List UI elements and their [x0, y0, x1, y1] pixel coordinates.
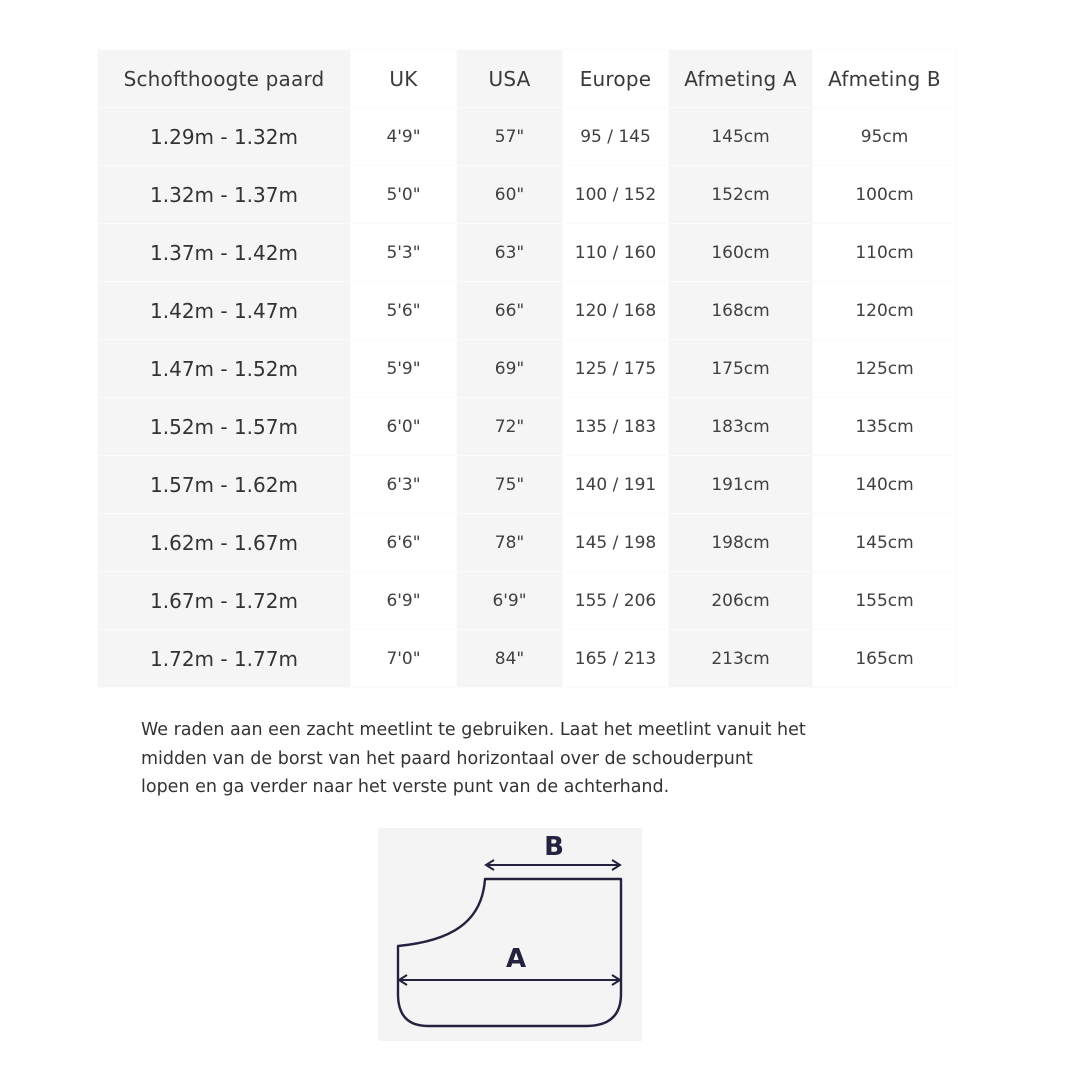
table-row	[98, 108, 957, 166]
table-row	[98, 340, 957, 398]
cell-usa: 72"	[457, 398, 563, 456]
cell-afmeting-a: 175cm	[669, 340, 813, 398]
cell-usa: 6'9"	[457, 572, 563, 630]
cell-height: 1.37m - 1.42m	[98, 224, 351, 282]
header-europe: Europe	[563, 50, 669, 108]
dimension-b-label: B	[544, 832, 564, 862]
cell-uk: 4'9"	[351, 108, 457, 166]
cell-afmeting-a: 145cm	[669, 108, 813, 166]
cell-afmeting-b: 145cm	[813, 514, 957, 572]
cell-height: 1.72m - 1.77m	[98, 630, 351, 688]
cell-height: 1.42m - 1.47m	[98, 282, 351, 340]
cell-usa: 75"	[457, 456, 563, 514]
dimension-a-arrow	[399, 975, 620, 985]
cell-afmeting-b: 140cm	[813, 456, 957, 514]
cell-usa: 66"	[457, 282, 563, 340]
table-row	[98, 224, 957, 282]
cell-height: 1.32m - 1.37m	[98, 166, 351, 224]
size-chart-table	[97, 49, 957, 688]
cell-uk: 6'0"	[351, 398, 457, 456]
cell-afmeting-a: 191cm	[669, 456, 813, 514]
rug-measurement-diagram	[378, 828, 642, 1041]
cell-uk: 5'3"	[351, 224, 457, 282]
cell-europe: 120 / 168	[563, 282, 669, 340]
table-row	[98, 282, 957, 340]
cell-afmeting-a: 152cm	[669, 166, 813, 224]
cell-europe: 140 / 191	[563, 456, 669, 514]
cell-europe: 155 / 206	[563, 572, 669, 630]
cell-afmeting-b: 135cm	[813, 398, 957, 456]
table-row	[98, 456, 957, 514]
rug-outline-svg	[378, 828, 642, 1041]
cell-uk: 5'6"	[351, 282, 457, 340]
cell-height: 1.29m - 1.32m	[98, 108, 351, 166]
cell-afmeting-a: 198cm	[669, 514, 813, 572]
cell-afmeting-b: 165cm	[813, 630, 957, 688]
measuring-instruction: We raden aan een zacht meetlint te gebruiken. Laat het meetlint vanuit het midden van de borst van het paard horizontaal over de schouderpunt lopen en ga verder naar het verste punt van de achterhand.	[141, 720, 806, 797]
cell-afmeting-a: 183cm	[669, 398, 813, 456]
header-schofthoogte: Schofthoogte paard	[98, 50, 351, 108]
table-row	[98, 572, 957, 630]
cell-uk: 6'9"	[351, 572, 457, 630]
cell-afmeting-b: 125cm	[813, 340, 957, 398]
cell-europe: 165 / 213	[563, 630, 669, 688]
cell-uk: 7'0"	[351, 630, 457, 688]
cell-height: 1.57m - 1.62m	[98, 456, 351, 514]
cell-afmeting-a: 213cm	[669, 630, 813, 688]
cell-europe: 95 / 145	[563, 108, 669, 166]
cell-height: 1.47m - 1.52m	[98, 340, 351, 398]
cell-europe: 145 / 198	[563, 514, 669, 572]
cell-usa: 63"	[457, 224, 563, 282]
table-row	[98, 514, 957, 572]
cell-afmeting-b: 95cm	[813, 108, 957, 166]
table-row	[98, 166, 957, 224]
cell-height: 1.52m - 1.57m	[98, 398, 351, 456]
cell-usa: 84"	[457, 630, 563, 688]
header-usa: USA	[457, 50, 563, 108]
cell-height: 1.62m - 1.67m	[98, 514, 351, 572]
table-row	[98, 630, 957, 688]
cell-afmeting-b: 100cm	[813, 166, 957, 224]
header-uk: UK	[351, 50, 457, 108]
dimension-a-label: A	[505, 944, 527, 974]
cell-afmeting-a: 160cm	[669, 224, 813, 282]
cell-europe: 100 / 152	[563, 166, 669, 224]
table-header-row	[98, 50, 957, 108]
cell-europe: 125 / 175	[563, 340, 669, 398]
cell-usa: 57"	[457, 108, 563, 166]
cell-afmeting-a: 168cm	[669, 282, 813, 340]
cell-uk: 5'9"	[351, 340, 457, 398]
cell-usa: 78"	[457, 514, 563, 572]
cell-afmeting-a: 206cm	[669, 572, 813, 630]
header-afmeting-b: Afmeting B	[813, 50, 957, 108]
cell-usa: 69"	[457, 340, 563, 398]
cell-europe: 110 / 160	[563, 224, 669, 282]
cell-afmeting-b: 110cm	[813, 224, 957, 282]
cell-uk: 6'6"	[351, 514, 457, 572]
cell-afmeting-b: 155cm	[813, 572, 957, 630]
table-row	[98, 398, 957, 456]
cell-uk: 6'3"	[351, 456, 457, 514]
header-afmeting-a: Afmeting A	[669, 50, 813, 108]
cell-uk: 5'0"	[351, 166, 457, 224]
cell-usa: 60"	[457, 166, 563, 224]
cell-height: 1.67m - 1.72m	[98, 572, 351, 630]
cell-europe: 135 / 183	[563, 398, 669, 456]
cell-afmeting-b: 120cm	[813, 282, 957, 340]
